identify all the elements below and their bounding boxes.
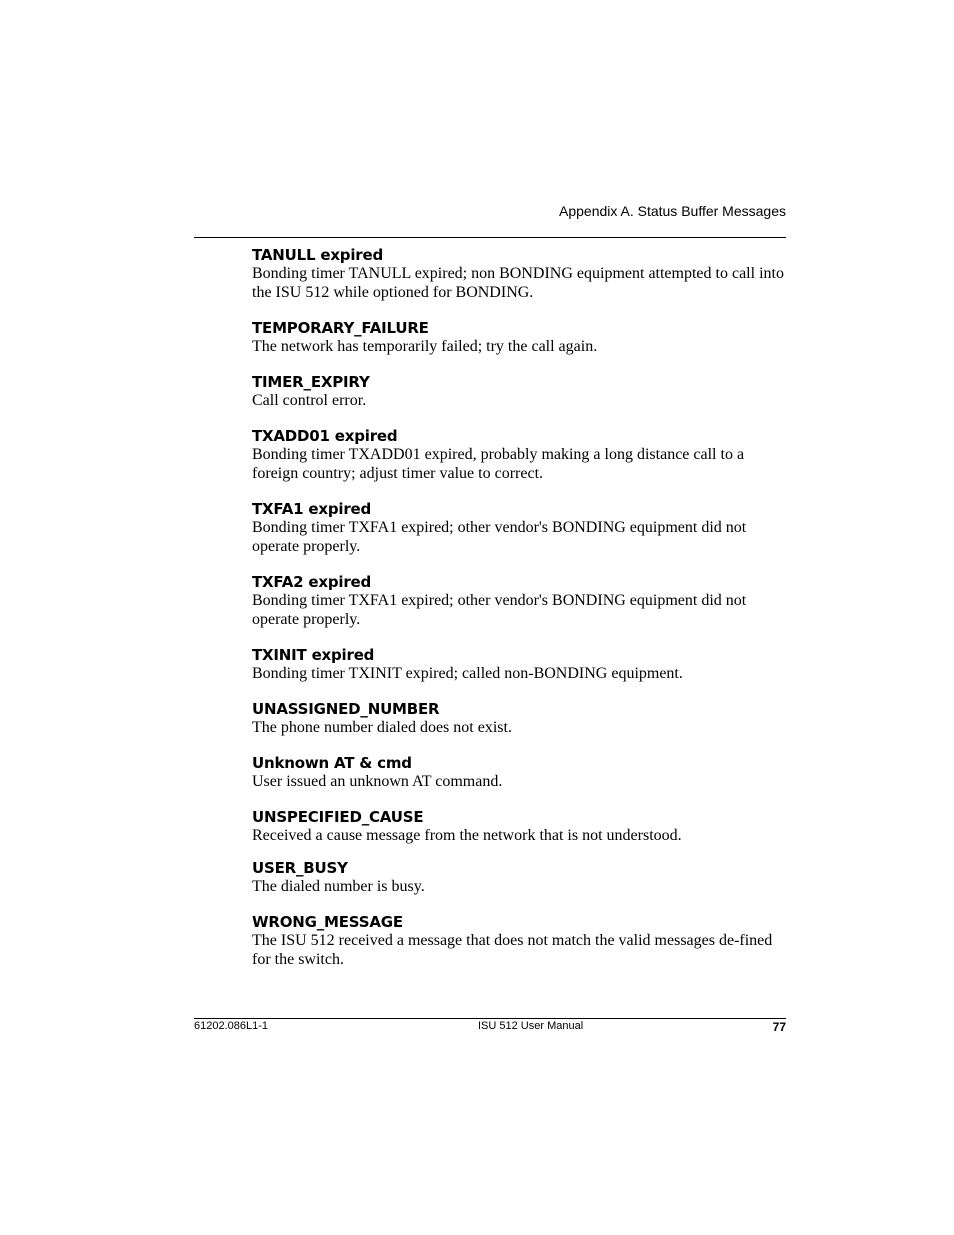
- entry-description: Received a cause message from the network that is not understood.: [252, 827, 682, 844]
- entry-unspecified-cause: [252, 808, 786, 845]
- entry-unknown-at-cmd: [252, 754, 786, 791]
- entry-title: TANULL expired: [252, 246, 383, 264]
- entry-txadd01-expired: [252, 427, 786, 483]
- entry-title: Unknown AT & cmd: [252, 754, 412, 772]
- header-rule: [194, 237, 786, 238]
- entry-description: The dialed number is busy.: [252, 878, 425, 895]
- entry-timer-expiry: [252, 373, 786, 410]
- entry-title: USER_BUSY: [252, 859, 348, 877]
- entry-description: The phone number dialed does not exist.: [252, 719, 512, 736]
- entry-description: Bonding timer TXADD01 expired, probably making a long distance call to a foreign country; adjust timer value to correct.: [252, 446, 745, 482]
- entry-description: Bonding timer TXINIT expired; called non-BONDING equipment.: [252, 665, 683, 682]
- manual-title: ISU 512 User Manual: [478, 1020, 584, 1032]
- entry-title: UNSPECIFIED_CAUSE: [252, 808, 424, 826]
- entry-description: The network has temporarily failed; try the call again.: [252, 338, 598, 355]
- entry-title: TXINIT expired: [252, 646, 375, 664]
- entry-txinit-expired: [252, 646, 786, 683]
- entry-title: UNASSIGNED_NUMBER: [252, 700, 440, 718]
- entry-user-busy: [252, 859, 786, 896]
- message-list: [252, 246, 786, 969]
- entry-description: Call control error.: [252, 392, 367, 409]
- entry-description: Bonding timer TXFA1 expired; other vendor's BONDING equipment did not operate properly.: [252, 519, 747, 555]
- document-number: 61202.086L1-1: [194, 1020, 269, 1032]
- entry-title: TEMPORARY_FAILURE: [252, 319, 429, 337]
- running-header: Appendix A. Status Buffer Messages: [559, 203, 786, 219]
- entry-title: TXADD01 expired: [252, 427, 398, 445]
- entry-unassigned-number: [252, 700, 786, 737]
- entry-temporary-failure: [252, 319, 786, 356]
- entry-description: Bonding timer TXFA1 expired; other vendor's BONDING equipment did not operate properly.: [252, 592, 747, 628]
- entry-txfa2-expired: [252, 573, 786, 629]
- entry-title: TXFA1 expired: [252, 500, 372, 518]
- entry-description: The ISU 512 received a message that does not match the valid messages de-fined for the switch.: [252, 932, 773, 968]
- entry-wrong-message: [252, 913, 786, 969]
- footer-rule: [194, 1018, 786, 1019]
- entry-txfa1-expired: [252, 500, 786, 556]
- entry-tanull-expired: [252, 246, 786, 302]
- page-number: 77: [772, 1020, 786, 1034]
- entry-description: User issued an unknown AT command.: [252, 773, 503, 790]
- entry-description: Bonding timer TANULL expired; non BONDING equipment attempted to call into the ISU 512 while optioned for BONDING.: [252, 265, 784, 301]
- entry-title: TIMER_EXPIRY: [252, 373, 370, 391]
- entry-title: WRONG_MESSAGE: [252, 913, 403, 931]
- entry-title: TXFA2 expired: [252, 573, 372, 591]
